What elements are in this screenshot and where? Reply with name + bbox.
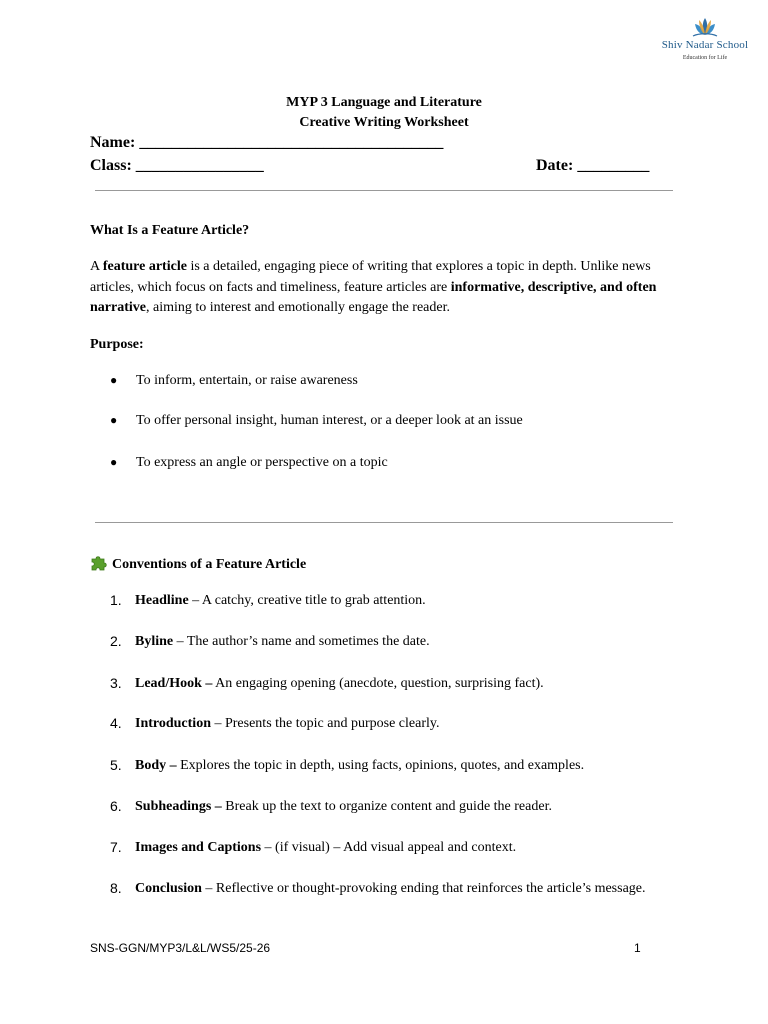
item-description: – The author’s name and sometimes the date. (173, 634, 430, 649)
item-description: Explores the topic in depth, using facts, opinions, quotes, and examples. (176, 758, 585, 773)
logo-school-name: Shiv Nadar School (661, 39, 749, 51)
list-item (110, 373, 358, 389)
item-number: 5. (110, 757, 122, 773)
lotus-icon (691, 16, 719, 38)
item-description: An engaging opening (anecdote, question, surprising fact). (212, 676, 544, 691)
item-number: 4. (110, 715, 122, 731)
item-term: Body – (135, 758, 177, 773)
intro-text: is a detailed, engaging piece of writing that explores a topic in depth. Unlike news articles, which focus on facts and timeliness, feature articles are (90, 259, 651, 295)
item-description: – Reflective or thought-provoking ending that reinforces the article’s message. (201, 881, 646, 896)
section-heading-conventions (90, 554, 306, 573)
intro-text: , aiming to interest and emotionally engage the reader. (145, 300, 450, 315)
list-item (110, 837, 670, 858)
list-item (110, 713, 670, 734)
item-number: 6. (110, 798, 122, 814)
item-number: 8. (110, 880, 122, 896)
item-term: Images and Captions (135, 840, 262, 855)
item-number: 1. (110, 592, 122, 608)
item-description: Break up the text to organize content and guide the reader. (221, 799, 552, 814)
bullet-icon: ● (110, 455, 118, 469)
section-heading-purpose: Purpose: (90, 337, 144, 352)
item-term: Subheadings – (135, 799, 222, 814)
item-description: – (if visual) – Add visual appeal and context. (261, 840, 517, 855)
item-term: Byline (135, 634, 174, 649)
item-term: Introduction (135, 716, 211, 731)
intro-paragraph (90, 257, 680, 319)
list-item-text: To offer personal insight, human interest, or a deeper look at an issue (136, 413, 523, 428)
list-item (110, 455, 388, 471)
section-heading-feature-article: What Is a Feature Article? (90, 223, 250, 238)
worksheet-subtitle: Creative Writing Worksheet (299, 115, 469, 130)
item-description: – A catchy, creative title to grab attention. (188, 593, 426, 608)
class-field[interactable]: Class: ________________ (90, 157, 264, 174)
list-item (110, 878, 670, 899)
item-term: Lead/Hook – (135, 676, 213, 691)
intro-bold-term: informative, descriptive, and often narrative (90, 279, 657, 315)
divider (95, 522, 673, 523)
item-number: 3. (110, 675, 122, 691)
puzzle-piece-icon (90, 554, 108, 571)
list-item-text: To express an angle or perspective on a topic (136, 455, 388, 470)
item-number: 7. (110, 839, 122, 855)
item-term: Headline (135, 593, 189, 608)
school-logo (655, 16, 755, 61)
list-item (110, 755, 670, 776)
logo-tagline: Education for Life (682, 55, 728, 61)
divider (95, 190, 673, 191)
intro-bold-term: feature article (102, 259, 187, 274)
list-item (110, 590, 670, 611)
page-number: 1 (634, 941, 641, 955)
conventions-heading-text: Conventions of a Feature Article (112, 557, 307, 572)
list-item (110, 413, 523, 429)
worksheet-title: MYP 3 Language and Literature (286, 95, 482, 110)
bullet-icon: ● (110, 413, 118, 427)
item-description: – Presents the topic and purpose clearly. (210, 716, 440, 731)
intro-text: A (90, 259, 103, 274)
document-code: SNS-GGN/MYP3/L&L/WS5/25-26 (90, 941, 271, 955)
name-field[interactable]: Name: ______________________________________ (90, 134, 444, 151)
bullet-icon: ● (110, 373, 118, 387)
list-item-text: To inform, entertain, or raise awareness (136, 373, 358, 388)
list-item (110, 673, 670, 694)
date-field[interactable]: Date: _________ (536, 157, 650, 174)
item-term: Conclusion (135, 881, 202, 896)
list-item (110, 796, 670, 817)
item-number: 2. (110, 633, 122, 649)
list-item (110, 631, 670, 652)
